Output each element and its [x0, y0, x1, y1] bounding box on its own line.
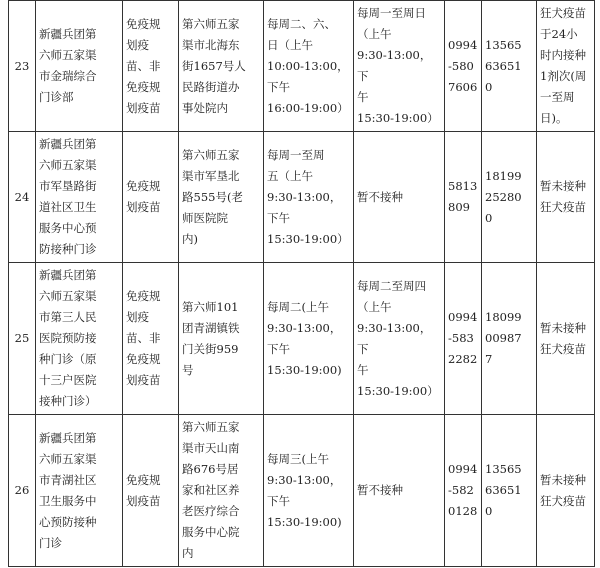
service-hours: 每周一至周 五（上午 9:30-13:00， 下午 15:30-19:00） [267, 147, 349, 246]
clinic-address: 第六师五家 渠市军垦北 路555号(老 师医院院 内) [182, 147, 243, 246]
clinic-name-cell [36, 415, 123, 567]
row-number: 24 [14, 189, 30, 204]
rabies-note: 暂未接种 狂犬疫苗 [540, 320, 586, 356]
row-number: 25 [14, 331, 30, 345]
phone-number: 0994 -580 7606 [448, 37, 478, 94]
rabies-note-cell [537, 1, 595, 132]
rabies-hours-cell [354, 1, 445, 132]
clinic-name-cell [36, 1, 123, 132]
mobile-number: 18199 25280 0 [485, 168, 522, 225]
mobile-number-cell [482, 415, 537, 567]
clinic-address: 第六师101 团青湖镇铁 门关街959 号 [182, 299, 240, 377]
phone-number-cell [445, 415, 482, 567]
phone-number: 5813 809 [448, 179, 478, 214]
vaccine-type-cell [123, 415, 179, 567]
service-hours: 每周三(上午 9:30-13:00， 下午 15:30-19:00) [267, 451, 342, 529]
rabies-note: 暂未接种 狂犬疫苗 [540, 179, 586, 214]
clinic-address-cell [179, 1, 264, 132]
rabies-hours: 每周一至周日 （上午 9:30-13:00，下 午 15:30-19:00） [357, 6, 439, 125]
service-hours-cell [264, 415, 354, 567]
vaccine-type-cell [123, 1, 179, 132]
service-hours: 每周二(上午 9:30-13:00， 下午 15:30-19:00) [267, 299, 342, 377]
rabies-hours-cell [354, 132, 445, 263]
table-row [9, 132, 595, 263]
vaccine-type: 免疫规 划疫苗 [126, 179, 161, 214]
table-row [9, 1, 595, 132]
service-hours-cell [264, 263, 354, 415]
clinic-address-cell [179, 132, 264, 263]
clinic-name-cell [36, 132, 123, 263]
mobile-number-cell [482, 132, 537, 263]
clinic-address: 第六师五家 渠市北海东 街1657号人 民路街道办 事处院内 [182, 16, 246, 115]
rabies-hours: 每周二至周四 （上午 9:30-13:00，下 午 15:30-19:00） [357, 278, 439, 398]
table-row [9, 415, 595, 567]
clinic-address-cell [179, 263, 264, 415]
service-hours-cell [264, 132, 354, 263]
rabies-note: 狂犬疫苗 于24小 时内接种 1剂次(周 一至周 日)。 [540, 6, 587, 125]
mobile-number-cell [482, 263, 537, 415]
vaccine-type: 免疫规 划疫苗 [126, 472, 161, 508]
mobile-number: 13565 63651 0 [485, 37, 522, 94]
rabies-note: 暂未接种 狂犬疫苗 [540, 472, 586, 508]
clinic-address-cell [179, 415, 264, 567]
rabies-hours: 暂不接种 [357, 483, 403, 497]
rabies-hours-cell [354, 263, 445, 415]
row-number: 23 [14, 58, 30, 73]
rabies-hours: 暂不接种 [357, 189, 403, 204]
table-row [9, 263, 595, 415]
rabies-note-cell [537, 132, 595, 263]
mobile-number-cell [482, 1, 537, 132]
vaccine-type: 免疫规 划疫 苗、非 免疫规 划疫苗 [126, 16, 161, 115]
rabies-hours-cell [354, 415, 445, 567]
row-number-cell [9, 415, 36, 567]
clinic-name: 新疆兵团第 六师五家渠 市青湖社区 卫生服务中 心预防接种 门诊 [39, 430, 97, 550]
vaccine-type-cell [123, 132, 179, 263]
phone-number-cell [445, 263, 482, 415]
row-number-cell [9, 263, 36, 415]
clinic-name: 新疆兵团第 六师五家渠 市第三人民 医院预防接 种门诊（原 十三户医院 接种门诊） [39, 268, 97, 408]
vaccine-type-cell [123, 263, 179, 415]
service-hours-cell [264, 1, 354, 132]
phone-number: 0994 -582 0128 [448, 462, 478, 518]
phone-number-cell [445, 1, 482, 132]
clinic-name-cell [36, 263, 123, 415]
vaccine-type: 免疫规 划疫 苗、非 免疫规 划疫苗 [126, 289, 161, 387]
clinic-address: 第六师五家 渠市天山南 路676号居 家和社区养 老医疗综合 服务中心院 内 [182, 420, 240, 560]
mobile-number: 18099 00987 7 [485, 310, 522, 366]
phone-number: 0994 -583 2282 [448, 310, 478, 366]
row-number-cell [9, 1, 36, 132]
rabies-note-cell [537, 263, 595, 415]
rabies-note-cell [537, 415, 595, 567]
clinic-name: 新疆兵团第 六师五家渠 市金瑞综合 门诊部 [39, 27, 97, 104]
clinic-name: 新疆兵团第 六师五家渠 市军垦路街 道社区卫生 服务中心预 防接种门诊 [39, 137, 97, 256]
row-number: 26 [14, 483, 30, 497]
service-hours: 每周二、六、 日（上午 10:00-13:00， 下午 16:00-19:00） [267, 16, 349, 115]
clinic-table [8, 0, 595, 567]
phone-number-cell [445, 132, 482, 263]
mobile-number: 13565 63651 0 [485, 462, 522, 518]
row-number-cell [9, 132, 36, 263]
